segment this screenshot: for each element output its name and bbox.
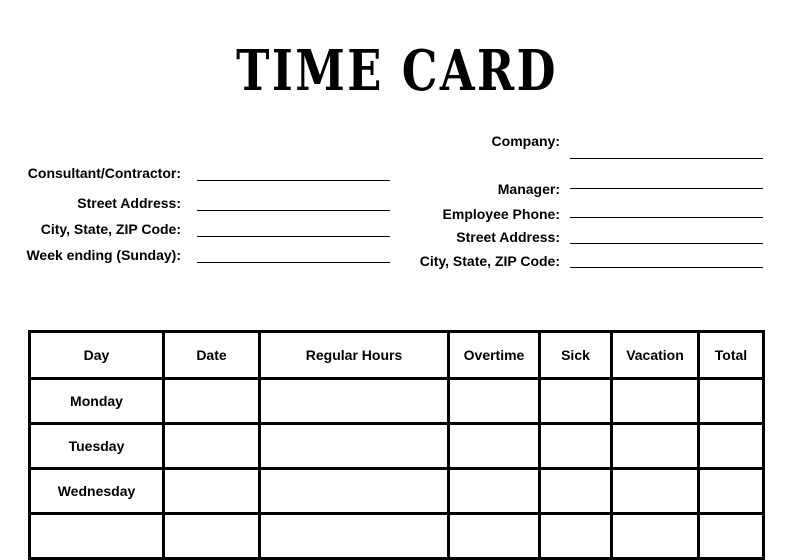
overtime-cell[interactable] bbox=[449, 379, 540, 424]
header-overtime: Overtime bbox=[449, 332, 540, 379]
left-street-address-label: Street Address: bbox=[77, 195, 181, 211]
table-row bbox=[30, 424, 764, 469]
date-cell[interactable] bbox=[164, 379, 260, 424]
sick-cell[interactable] bbox=[540, 424, 612, 469]
date-cell[interactable] bbox=[164, 469, 260, 514]
company-label: Company: bbox=[491, 133, 560, 149]
table-row bbox=[30, 379, 764, 424]
day-cell: Wednesday bbox=[30, 469, 164, 514]
total-cell[interactable] bbox=[699, 424, 764, 469]
header-regular-hours: Regular Hours bbox=[260, 332, 449, 379]
employee-phone-field[interactable] bbox=[570, 217, 763, 218]
day-cell: Monday bbox=[30, 379, 164, 424]
overtime-cell[interactable] bbox=[449, 514, 540, 559]
page-title: TIME CARD bbox=[236, 38, 558, 104]
manager-label: Manager: bbox=[497, 181, 560, 197]
regular-hours-cell[interactable] bbox=[260, 424, 449, 469]
header-total: Total bbox=[699, 332, 764, 379]
date-cell[interactable] bbox=[164, 514, 260, 559]
day-cell: Tuesday bbox=[30, 424, 164, 469]
header-day: Day bbox=[30, 332, 164, 379]
overtime-cell[interactable] bbox=[449, 469, 540, 514]
right-city-state-zip-label: City, State, ZIP Code: bbox=[419, 253, 560, 269]
table-row bbox=[30, 469, 764, 514]
table-header-row bbox=[30, 332, 764, 379]
consultant-label: Consultant/Contractor: bbox=[27, 165, 181, 181]
header-vacation: Vacation bbox=[612, 332, 699, 379]
week-ending-field[interactable] bbox=[197, 262, 390, 263]
overtime-cell[interactable] bbox=[449, 424, 540, 469]
employee-phone-label: Employee Phone: bbox=[442, 206, 560, 222]
consultant-field[interactable] bbox=[197, 180, 390, 181]
total-cell[interactable] bbox=[699, 514, 764, 559]
left-street-address-field[interactable] bbox=[197, 210, 390, 211]
right-city-state-zip-field[interactable] bbox=[570, 267, 763, 268]
regular-hours-cell[interactable] bbox=[260, 514, 449, 559]
header-date: Date bbox=[164, 332, 260, 379]
left-city-state-zip-label: City, State, ZIP Code: bbox=[40, 221, 181, 237]
vacation-cell[interactable] bbox=[612, 514, 699, 559]
vacation-cell[interactable] bbox=[612, 379, 699, 424]
vacation-cell[interactable] bbox=[612, 469, 699, 514]
header-sick: Sick bbox=[540, 332, 612, 379]
date-cell[interactable] bbox=[164, 424, 260, 469]
table-row bbox=[30, 514, 764, 559]
week-ending-label: Week ending (Sunday): bbox=[26, 247, 181, 263]
right-street-address-field[interactable] bbox=[570, 243, 763, 244]
sick-cell[interactable] bbox=[540, 469, 612, 514]
total-cell[interactable] bbox=[699, 379, 764, 424]
timecard-table bbox=[28, 330, 765, 560]
total-cell[interactable] bbox=[699, 469, 764, 514]
vacation-cell[interactable] bbox=[612, 424, 699, 469]
regular-hours-cell[interactable] bbox=[260, 469, 449, 514]
regular-hours-cell[interactable] bbox=[260, 379, 449, 424]
sick-cell[interactable] bbox=[540, 514, 612, 559]
company-field[interactable] bbox=[570, 158, 763, 159]
left-city-state-zip-field[interactable] bbox=[197, 236, 390, 237]
sick-cell[interactable] bbox=[540, 379, 612, 424]
day-cell bbox=[30, 514, 164, 559]
right-street-address-label: Street Address: bbox=[456, 229, 560, 245]
manager-field[interactable] bbox=[570, 188, 763, 189]
